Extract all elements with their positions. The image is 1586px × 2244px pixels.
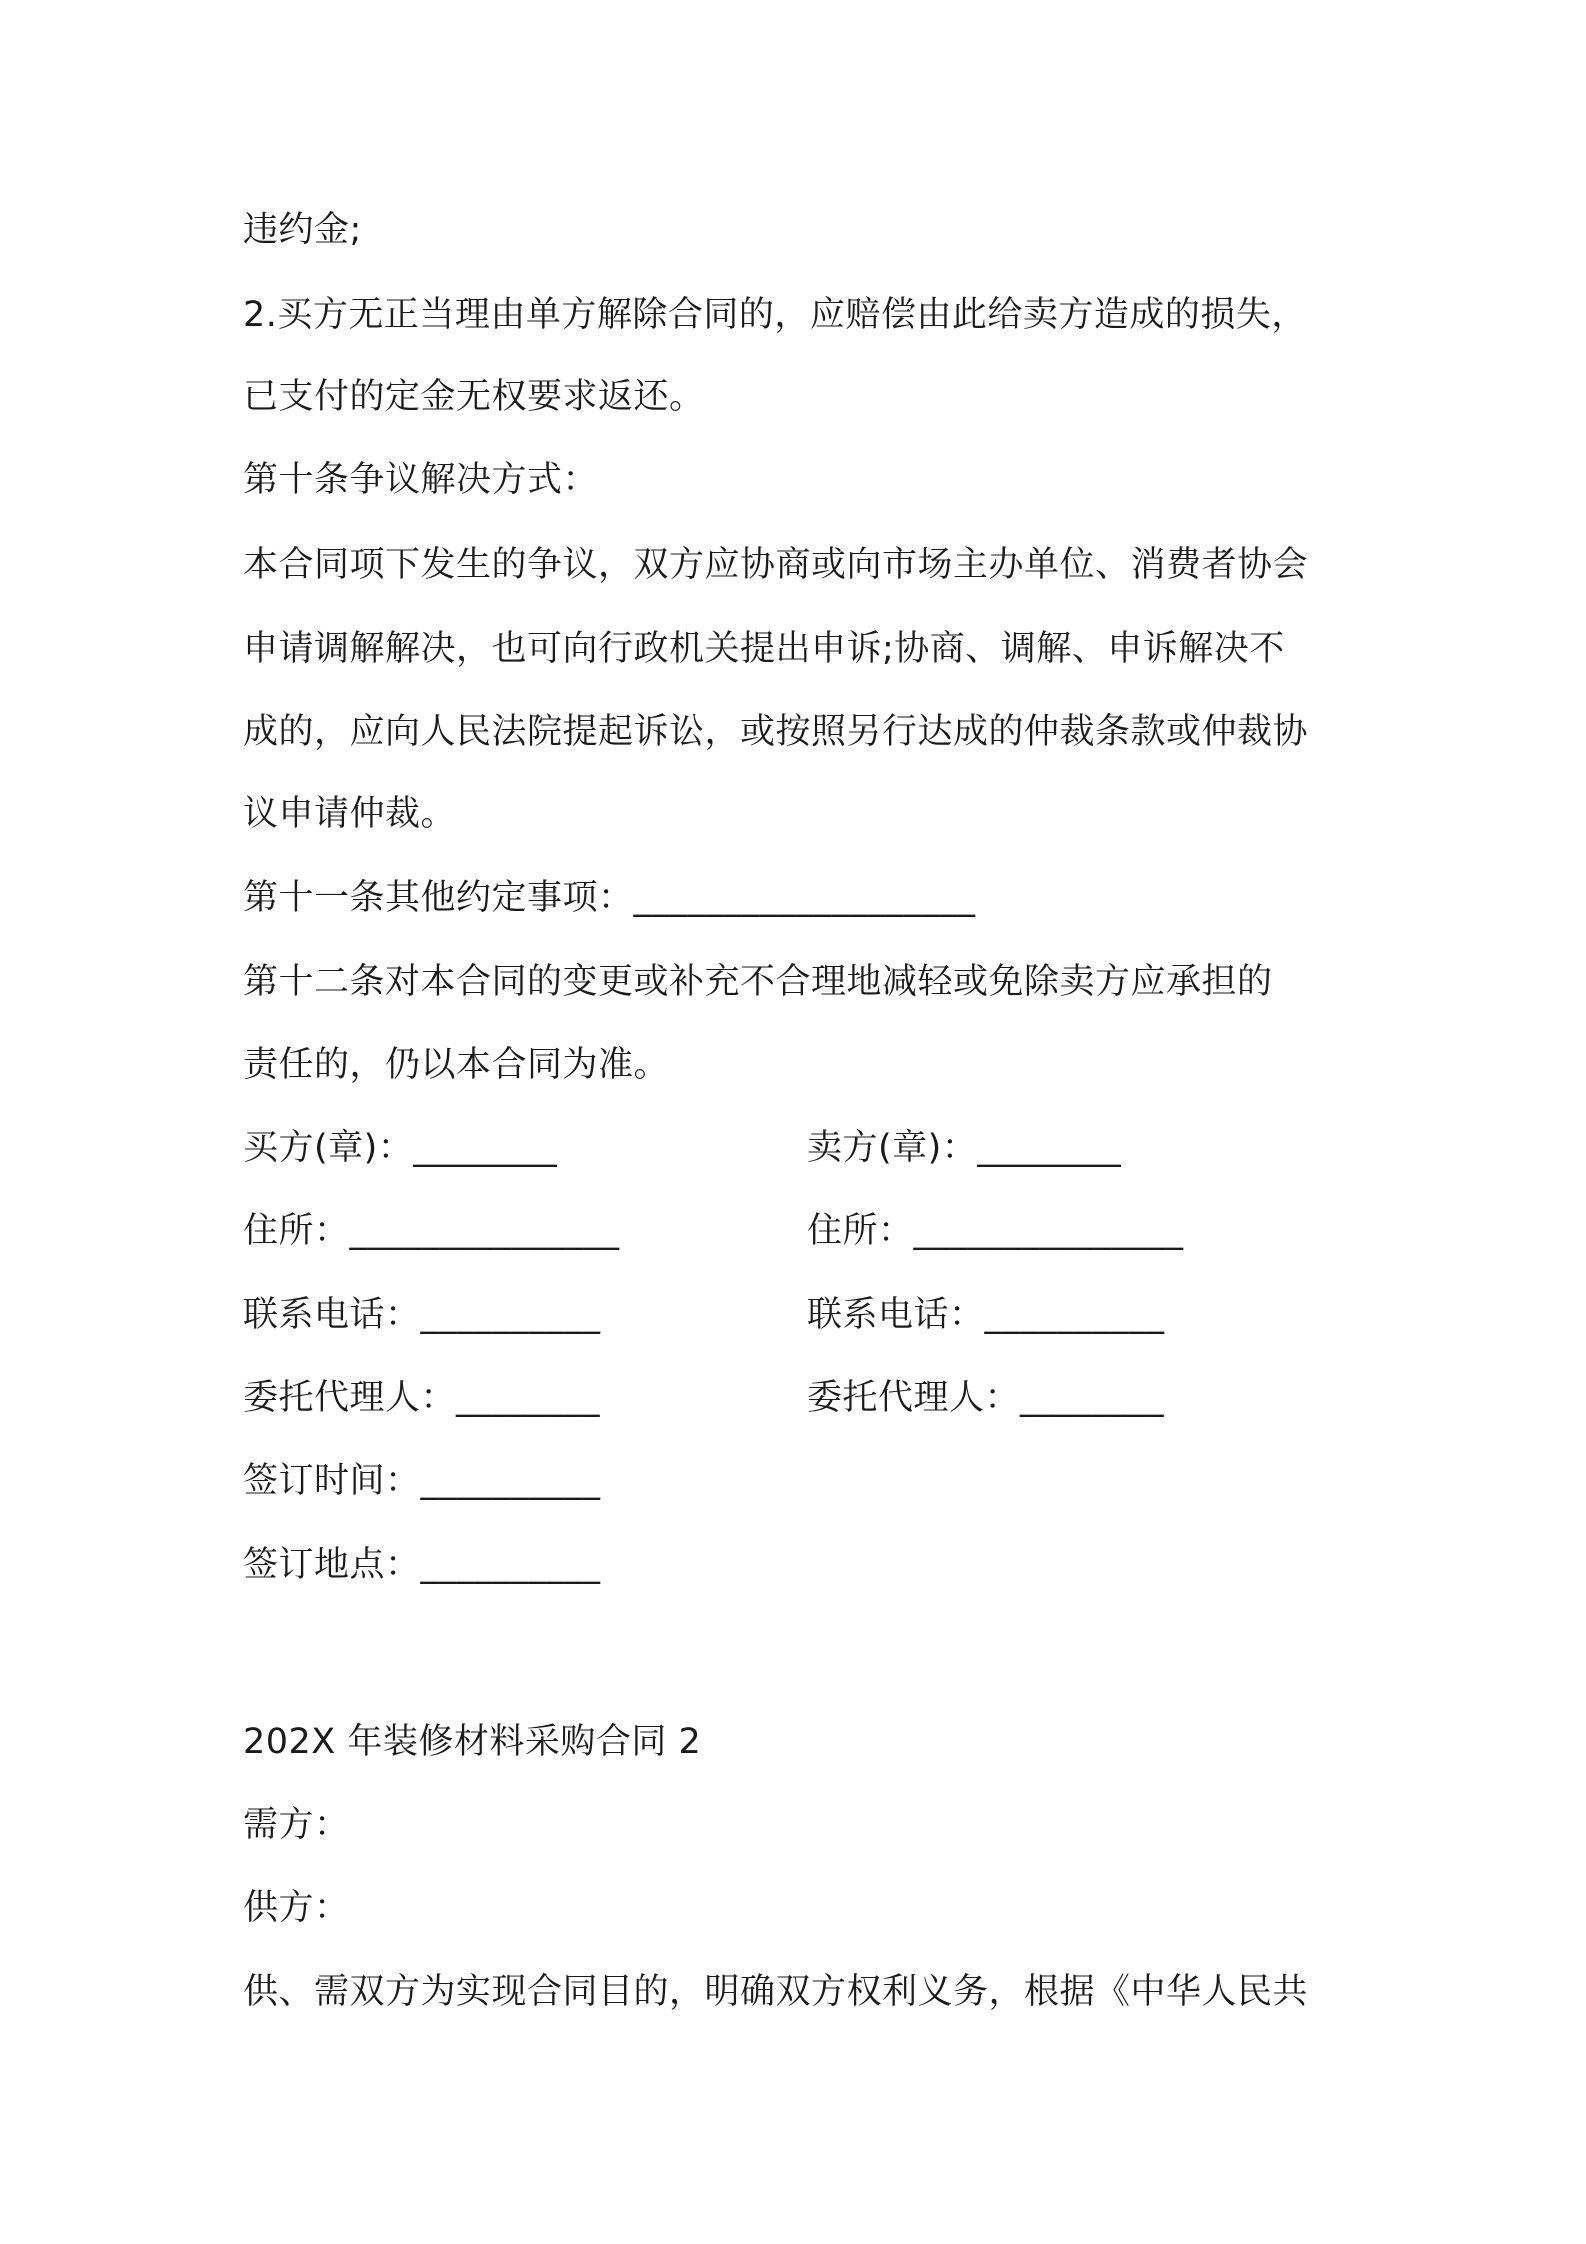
sign-time-field: 签订时间：__________ [243, 1461, 601, 1501]
demand-party-label: 需方： [243, 1805, 350, 1845]
text-line-8: 议申请仲裁。 [243, 794, 457, 834]
seller-address-field: 住所：_______________ [807, 1211, 1184, 1251]
article-12-line: 第十二条对本合同的变更或补充不合理地减轻或免除卖方应承担的 [243, 962, 1273, 1002]
article-10-heading: 第十条争议解决方式： [243, 460, 599, 500]
seller-agent-field: 委托代理人：________ [807, 1378, 1165, 1418]
text-line-3: 已支付的定金无权要求返还。 [243, 377, 705, 417]
article-11-line: 第十一条其他约定事项：___________________ [243, 878, 976, 918]
seller-seal-field: 卖方(章)：________ [807, 1128, 1122, 1168]
seller-phone-field: 联系电话：__________ [807, 1295, 1165, 1335]
text-line-2: 2.买方无正当理由单方解除合同的，应赔偿由此给卖方造成的损失， [243, 295, 1307, 335]
text-line-11: 责任的，仍以本合同为准。 [243, 1045, 670, 1085]
text-line-1: 违约金; [243, 210, 362, 250]
contract-2-title: 202X 年装修材料采购合同 2 [243, 1722, 702, 1762]
buyer-agent-field: 委托代理人：________ [243, 1378, 601, 1418]
buyer-phone-field: 联系电话：__________ [243, 1295, 601, 1335]
buyer-address-field: 住所：_______________ [243, 1211, 620, 1251]
supply-party-label: 供方： [243, 1888, 350, 1928]
text-line-6: 申请调解解决，也可向行政机关提出申诉;协商、调解、申诉解决不 [243, 629, 1285, 669]
text-line-7: 成的，应向人民法院提起诉讼，或按照另行达成的仲裁条款或仲裁协 [243, 712, 1309, 752]
contract-2-intro: 供、需双方为实现合同目的，明确双方权利义务，根据《中华人民共 [243, 1972, 1309, 2012]
sign-place-field: 签订地点：__________ [243, 1545, 601, 1585]
text-line-5: 本合同项下发生的争议，双方应协商或向市场主办单位、消费者协会 [243, 545, 1309, 585]
buyer-seal-field: 买方(章)：________ [243, 1128, 558, 1168]
